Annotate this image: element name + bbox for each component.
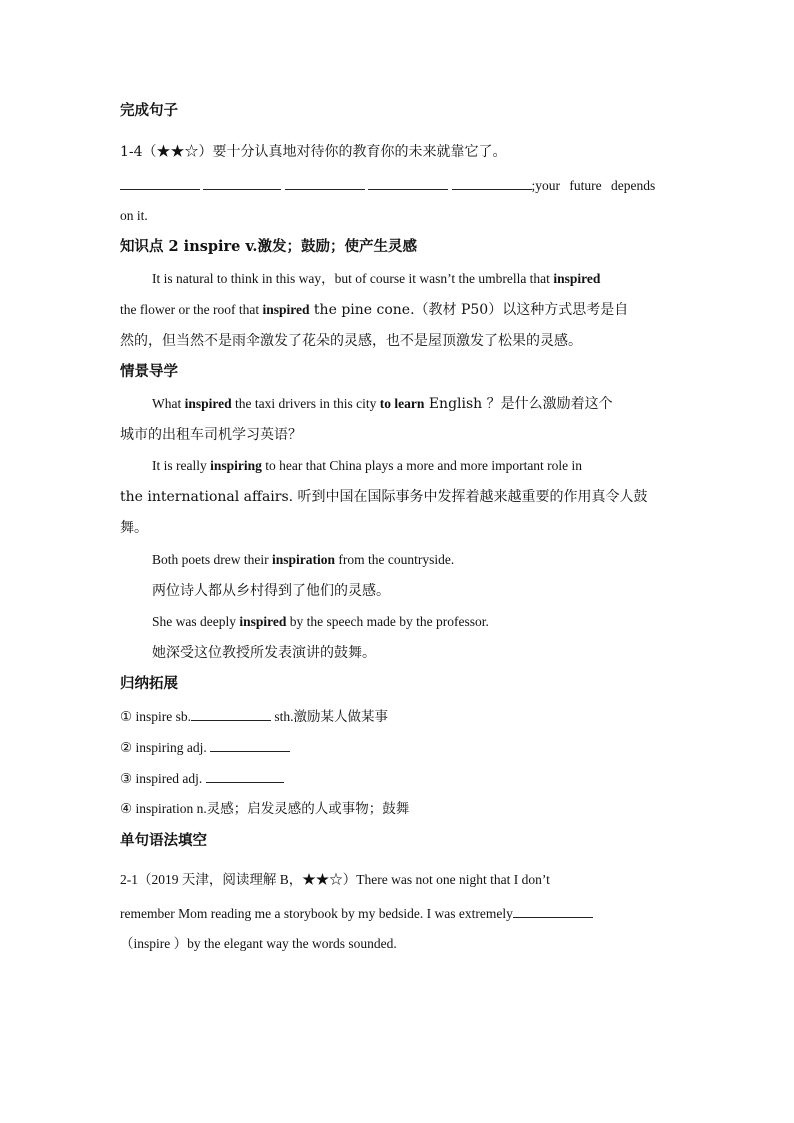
example-translation: 城市的出租车司机学习英语？ <box>120 427 302 443</box>
keyword: inspired <box>553 271 601 286</box>
answer-blank[interactable] <box>285 175 365 190</box>
keyword: to learn <box>379 396 425 411</box>
keyword: inspired <box>184 396 232 411</box>
example-translation: 她深受这位教授所发表演讲的鼓舞。 <box>152 645 376 661</box>
knowledge-point-heading: 知识点 2 inspire v.激发；鼓励；使产生灵感 <box>120 238 417 255</box>
example-translation: 然的，但当然不是雨伞激发了花朵的灵感，也不是屋顶激发了松果的灵感。 <box>120 333 582 349</box>
example-sentence-line: the flower or the roof that inspired the pine cone.（教材 P50）以这种方式思考是自 <box>120 302 629 318</box>
summary-item-1: ① inspire sb. sth.激励某人做某事 <box>120 706 674 727</box>
sentence-tail-continued: on it. <box>120 208 148 223</box>
question-number: 1-4 <box>120 144 143 160</box>
answer-blank[interactable] <box>206 768 284 783</box>
example-sentence-line: What inspired the taxi drivers in this city to learn English ？是什么激励着这个 <box>152 396 613 412</box>
answer-blank[interactable] <box>368 175 448 190</box>
example-sentence-line: the international affairs. 听到中国在国际事务中发挥着越来越重要的作用真令人鼓 <box>120 489 648 505</box>
answer-blank[interactable] <box>452 175 532 190</box>
sentence-tail: ;your future depends <box>531 178 656 193</box>
example-sentence-line: She was deeply inspired by the speech made by the professor. <box>152 614 489 629</box>
question-2-1-line: （inspire ）by the elegant way the words sounded. <box>120 936 397 951</box>
keyword: inspiring <box>210 458 262 473</box>
section-heading-context: 情景导学 <box>120 363 178 380</box>
example-translation: 两位诗人都从乡村得到了他们的灵感。 <box>152 583 390 599</box>
difficulty-stars: （★★☆） <box>142 144 213 160</box>
question-text: 要十分认真地对待你的教育你的未来就靠它了。 <box>212 144 507 160</box>
answer-blanks-row <box>120 175 674 196</box>
summary-item-4: ④ inspiration n.灵感；启发灵感的人或事物；鼓舞 <box>120 801 410 816</box>
example-sentence-line: Both poets drew their inspiration from the countryside. <box>152 552 455 567</box>
summary-item-3: ③ inspired adj. <box>120 768 674 789</box>
keyword: inspired <box>262 302 310 317</box>
answer-blank[interactable] <box>210 737 290 752</box>
answer-blank[interactable] <box>120 175 200 190</box>
section-heading-grammar-fill: 单句语法填空 <box>120 832 207 849</box>
section-heading-complete-sentences: 完成句子 <box>120 102 178 119</box>
question-2-1-line: remember Mom reading me a storybook by my bedside. I was extremely <box>120 903 674 924</box>
keyword: inspiration <box>271 552 336 567</box>
question-2-1-line: 2-1（2019 天津，阅读理解 B，★★☆）There was not one night that I don’t <box>120 872 550 887</box>
section-heading-summary: 归纳拓展 <box>120 675 178 692</box>
answer-blank[interactable] <box>203 175 281 190</box>
keyword: inspired <box>239 614 287 629</box>
example-translation: 舞。 <box>120 520 148 536</box>
example-sentence-line: It is natural to think in this way，but of course it wasn’t the umbrella that inspired <box>152 271 601 286</box>
question-1-4 <box>120 142 674 162</box>
answer-blank[interactable] <box>191 706 271 721</box>
answer-blank[interactable] <box>513 903 593 918</box>
summary-item-2: ② inspiring adj. <box>120 737 674 758</box>
example-sentence-line: It is really inspiring to hear that China plays a more and more important role in <box>152 458 583 473</box>
